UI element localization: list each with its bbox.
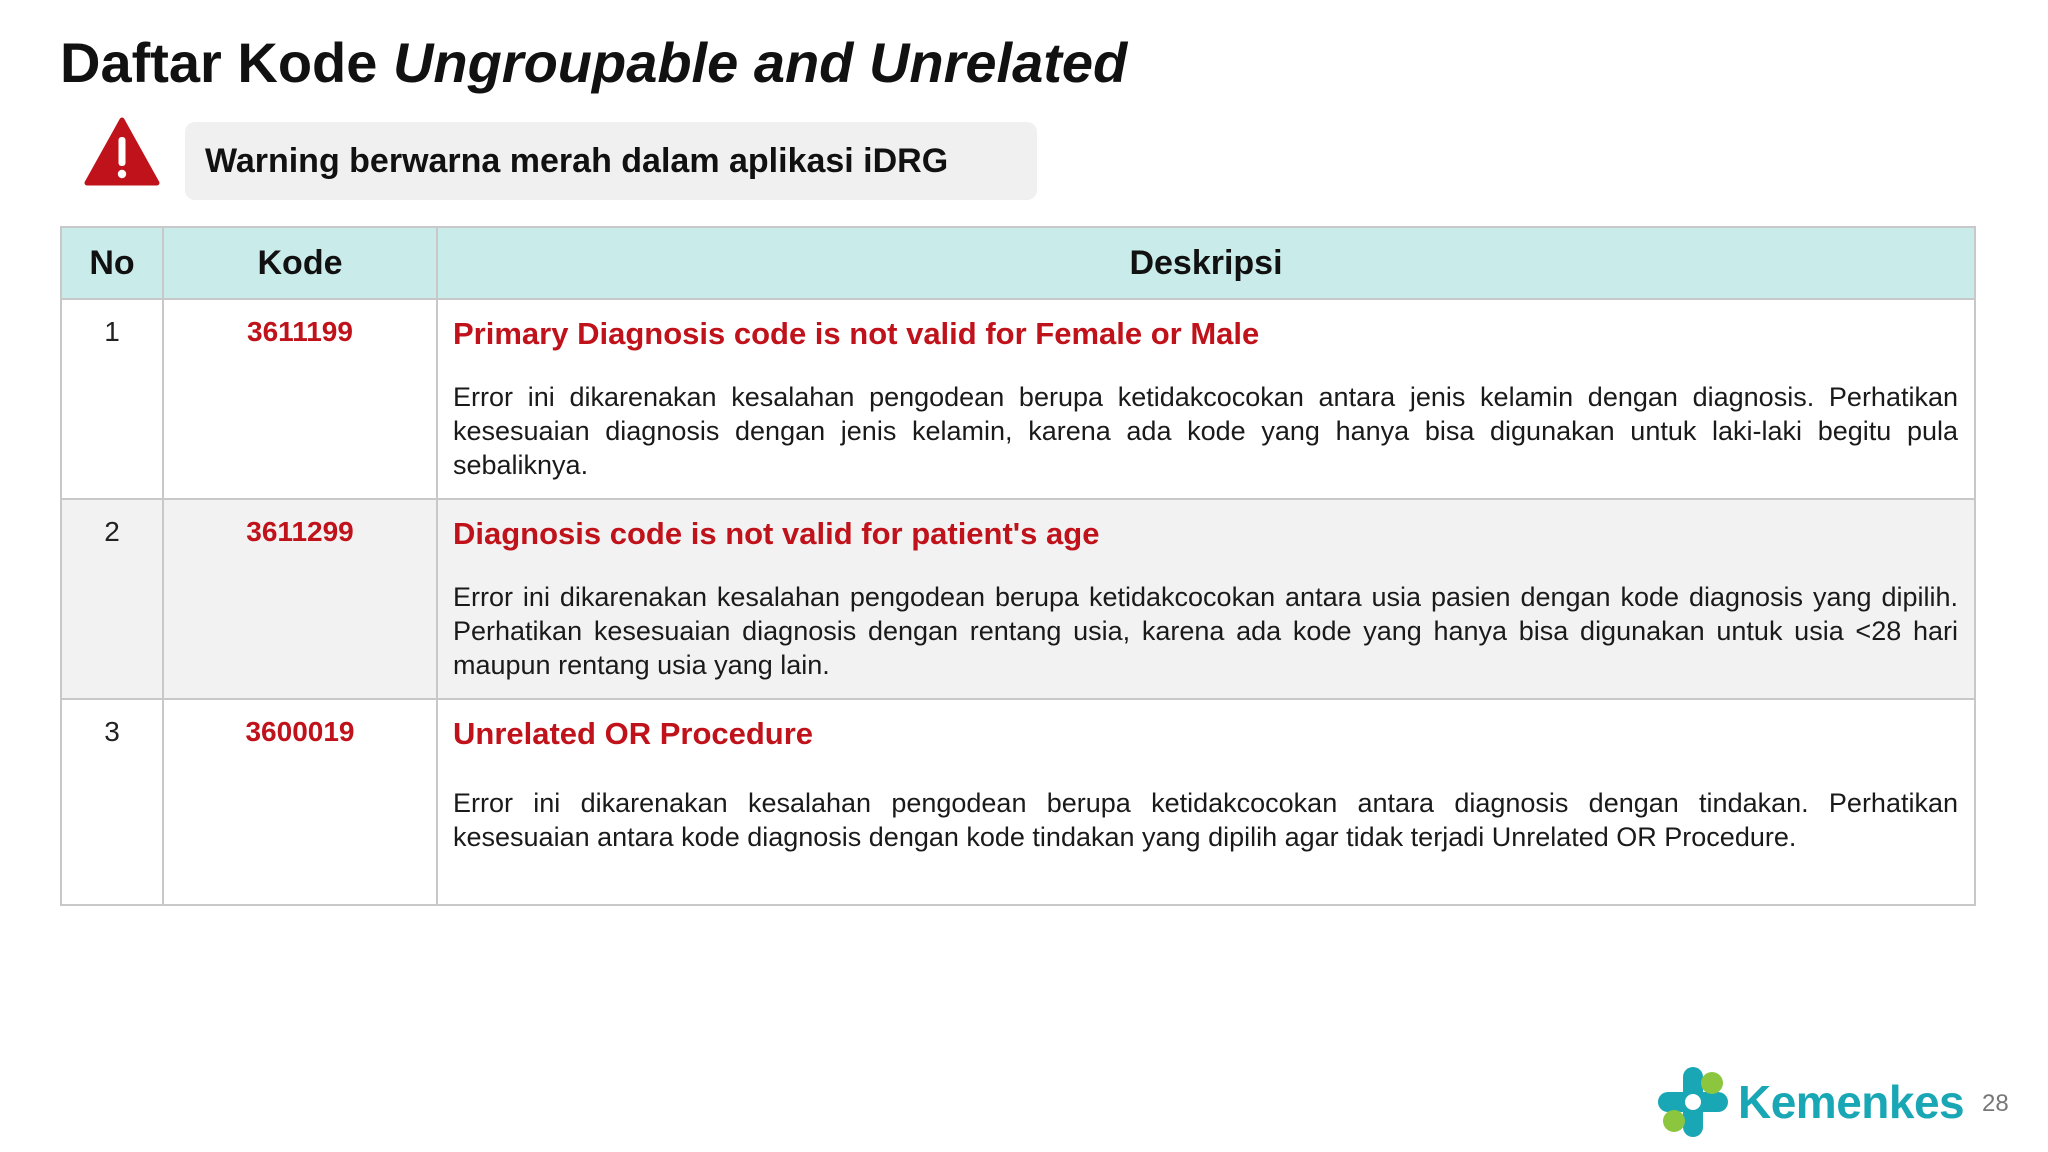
description-cell bbox=[437, 299, 1975, 499]
description-body: Error ini dikarenakan kesalahan pengodean berupa ketidakcocokan antara diagnosis dengan tindakan. Perhatikan kesesuaian antara kode diagnosis dengan kode tindakan yang dipilih agar tidak terjadi Unrelated OR Procedure. bbox=[453, 788, 1958, 852]
table-row bbox=[61, 299, 1975, 499]
description-body: Error ini dikarenakan kesalahan pengodean berupa ketidakcocokan antara jenis kelamin dengan diagnosis. Perhatikan kesesuaian diagnosis dengan jenis kelamin, karena ada kode yang hanya bisa digunakan untuk laki-laki begitu pula sebaliknya. bbox=[453, 382, 1958, 480]
description-cell bbox=[437, 499, 1975, 699]
column-header-kode: Kode bbox=[163, 227, 437, 299]
brand-name: Kemenkes bbox=[1738, 1076, 1965, 1128]
page-title-plain: Daftar Kode bbox=[60, 31, 393, 94]
warning-triangle-icon bbox=[84, 117, 160, 187]
row-number: 3 bbox=[61, 699, 163, 905]
error-code: 3611299 bbox=[163, 499, 437, 699]
description-title: Unrelated OR Procedure bbox=[453, 716, 814, 751]
table-row bbox=[61, 699, 1975, 905]
warning-callout bbox=[185, 122, 1037, 200]
table-row bbox=[61, 499, 1975, 699]
description-body: Error ini dikarenakan kesalahan pengodean berupa ketidakcocokan antara usia pasien dengan kode diagnosis yang dipilih. Perhatikan kesesuaian diagnosis dengan rentang usia, karena ada kode yang hanya bisa digunakan untuk usia <28 hari maupun rentang usia yang lain. bbox=[453, 582, 1958, 680]
description-cell bbox=[437, 699, 1975, 905]
row-number: 2 bbox=[61, 499, 163, 699]
row-number: 1 bbox=[61, 299, 163, 499]
warning-text: Warning berwarna merah dalam aplikasi iDRG bbox=[205, 141, 949, 180]
column-header-no: No bbox=[61, 227, 163, 299]
kemenkes-logo-icon bbox=[1656, 1065, 1730, 1139]
table-header-row bbox=[61, 227, 1975, 299]
error-code-table bbox=[60, 226, 1976, 906]
description-title: Primary Diagnosis code is not valid for Female or Male bbox=[453, 316, 1260, 351]
page-title-italic: Ungroupable and Unrelated bbox=[392, 31, 1128, 94]
error-code: 3611199 bbox=[163, 299, 437, 499]
column-header-deskripsi: Deskripsi bbox=[437, 227, 1975, 299]
page-title bbox=[60, 30, 1127, 95]
description-title: Diagnosis code is not valid for patient's age bbox=[453, 516, 1100, 551]
error-code: 3600019 bbox=[163, 699, 437, 905]
page-number: 28 bbox=[1982, 1090, 2009, 1117]
